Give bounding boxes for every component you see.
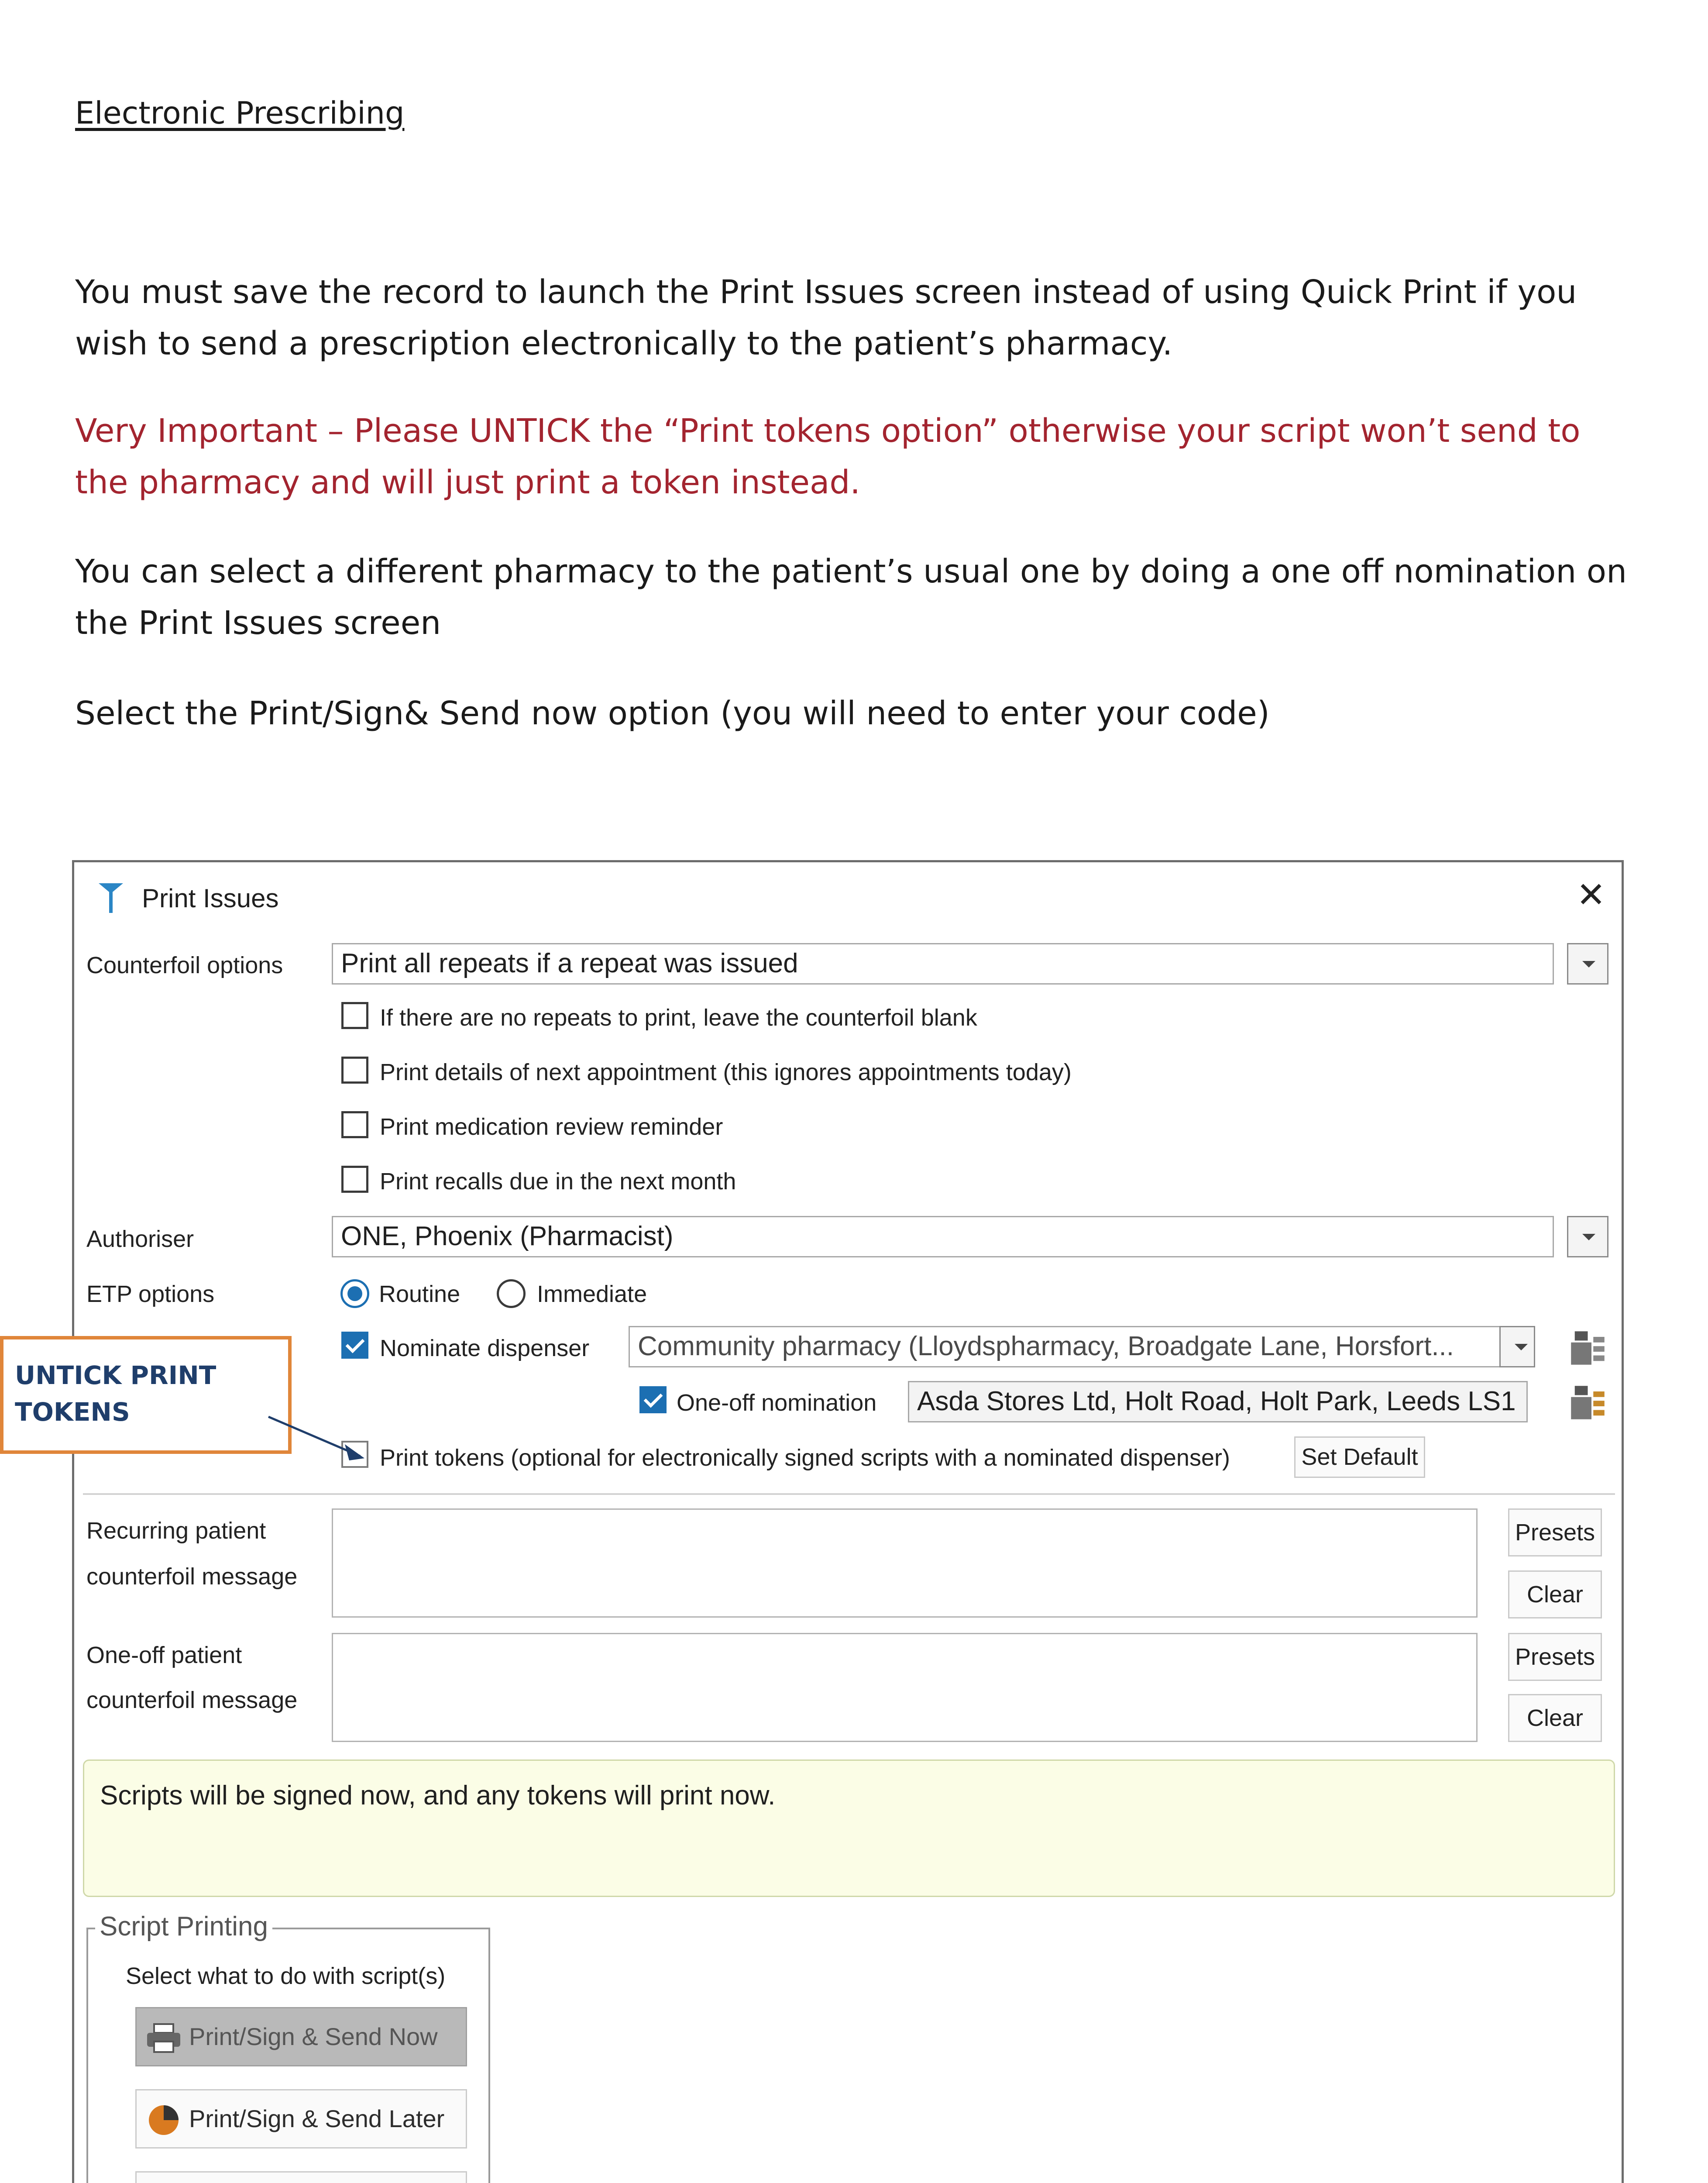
checkbox-medication-review-label: Print medication review reminder xyxy=(380,1114,723,1140)
one-off-message-label-line2: counterfoil message xyxy=(86,1687,298,1713)
script-printing-prompt: Select what to do with script(s) xyxy=(126,1963,446,1989)
send-now-label: Print/Sign & Send Now xyxy=(189,2023,438,2050)
script-printing-legend: Script Printing xyxy=(95,1911,272,1942)
etp-options-label: ETP options xyxy=(86,1281,215,1307)
pharmacy-lookup-icon[interactable] xyxy=(1569,1327,1606,1369)
one-off-presets-button[interactable]: Presets xyxy=(1508,1633,1602,1681)
print-issues-dialog xyxy=(72,860,1624,2183)
checkbox-leave-counterfoil-blank[interactable] xyxy=(341,1002,368,1029)
set-default-button[interactable]: Set Default xyxy=(1294,1436,1425,1478)
do-not-print-button[interactable] xyxy=(135,2171,467,2183)
instruction-paragraph: Select the Print/Sign& Send now option (you will need to enter your code) xyxy=(75,695,1270,732)
untick-print-tokens-callout xyxy=(0,1336,292,1454)
nominated-dispenser-dropdown-button[interactable] xyxy=(1499,1326,1535,1367)
checkbox-next-appointment[interactable] xyxy=(341,1057,368,1084)
checkbox-recalls-due[interactable] xyxy=(341,1166,368,1193)
authoriser-dropdown-button[interactable] xyxy=(1567,1216,1608,1257)
counterfoil-dropdown-button[interactable] xyxy=(1567,943,1608,985)
radio-immediate[interactable] xyxy=(497,1279,526,1308)
callout-line1: UNTICK PRINT xyxy=(15,1360,217,1390)
section-divider xyxy=(83,1493,1615,1495)
print-sign-send-later-button[interactable] xyxy=(135,2089,467,2149)
document-title: Electronic Prescribing xyxy=(75,95,405,131)
recurring-message-label-line2: counterfoil message xyxy=(86,1563,298,1590)
nominate-dispenser-label: Nominate dispenser xyxy=(380,1335,590,1361)
counterfoil-select[interactable]: Print all repeats if a repeat was issued xyxy=(332,943,1554,985)
checkbox-medication-review[interactable] xyxy=(341,1111,368,1138)
checkbox-one-off-nomination[interactable] xyxy=(639,1386,667,1413)
recurring-clear-button[interactable]: Clear xyxy=(1508,1570,1602,1618)
nominated-dispenser-field[interactable]: Community pharmacy (Lloydspharmacy, Broadgate Lane, Horsfort... xyxy=(629,1326,1519,1367)
send-later-label: Print/Sign & Send Later xyxy=(189,2105,445,2132)
clock-icon xyxy=(145,2103,182,2138)
checkbox-print-tokens[interactable] xyxy=(341,1441,368,1468)
warning-paragraph: Very Important – Please UNTICK the “Print tokens option” otherwise your script won’t send to the pharmacy and will just print a token instead. xyxy=(75,412,1581,501)
one-off-message-input[interactable] xyxy=(332,1633,1478,1742)
radio-routine[interactable] xyxy=(340,1279,369,1308)
checkbox-nominate-dispenser[interactable] xyxy=(341,1332,368,1359)
one-off-pharmacy-lookup-icon[interactable] xyxy=(1569,1382,1606,1423)
one-off-nomination-label: One-off nomination xyxy=(677,1390,877,1416)
print-tokens-label: Print tokens (optional for electronically signed scripts with a nominated dispenser) xyxy=(380,1445,1230,1471)
checkbox-recalls-due-label: Print recalls due in the next month xyxy=(380,1168,736,1195)
checkbox-leave-counterfoil-blank-label: If there are no repeats to print, leave the counterfoil blank xyxy=(380,1005,977,1031)
one-off-pharmacy-field[interactable]: Asda Stores Ltd, Holt Road, Holt Park, Leeds LS1 xyxy=(908,1381,1528,1422)
info-panel: Scripts will be signed now, and any tokens will print now. xyxy=(83,1759,1615,1897)
intro-paragraph: You must save the record to launch the Print Issues screen instead of using Quick Print if you wish to send a prescription electronically to the patient’s pharmacy. xyxy=(75,273,1577,362)
checkbox-next-appointment-label: Print details of next appointment (this ignores appointments today) xyxy=(380,1059,1072,1085)
counterfoil-options-label: Counterfoil options xyxy=(86,952,283,978)
callout-line2: TOKENS xyxy=(15,1397,130,1427)
authoriser-label: Authoriser xyxy=(86,1226,194,1252)
recurring-message-input[interactable] xyxy=(332,1508,1478,1618)
recurring-message-label-line1: Recurring patient xyxy=(86,1518,266,1544)
print-sign-send-now-button[interactable] xyxy=(135,2007,467,2066)
app-logo-icon xyxy=(97,880,125,915)
close-button[interactable]: ✕ xyxy=(1576,875,1606,914)
printer-icon xyxy=(145,2021,182,2056)
radio-routine-label: Routine xyxy=(379,1281,461,1307)
radio-immediate-label: Immediate xyxy=(537,1281,647,1307)
one-off-clear-button[interactable]: Clear xyxy=(1508,1694,1602,1742)
one-off-message-label-line1: One-off patient xyxy=(86,1642,242,1668)
authoriser-select[interactable]: ONE, Phoenix (Pharmacist) xyxy=(332,1216,1554,1257)
dialog-title: Print Issues xyxy=(142,884,279,913)
recurring-presets-button[interactable]: Presets xyxy=(1508,1508,1602,1556)
nomination-paragraph: You can select a different pharmacy to the patient’s usual one by doing a one off nomination on the Print Issues screen xyxy=(75,553,1627,642)
